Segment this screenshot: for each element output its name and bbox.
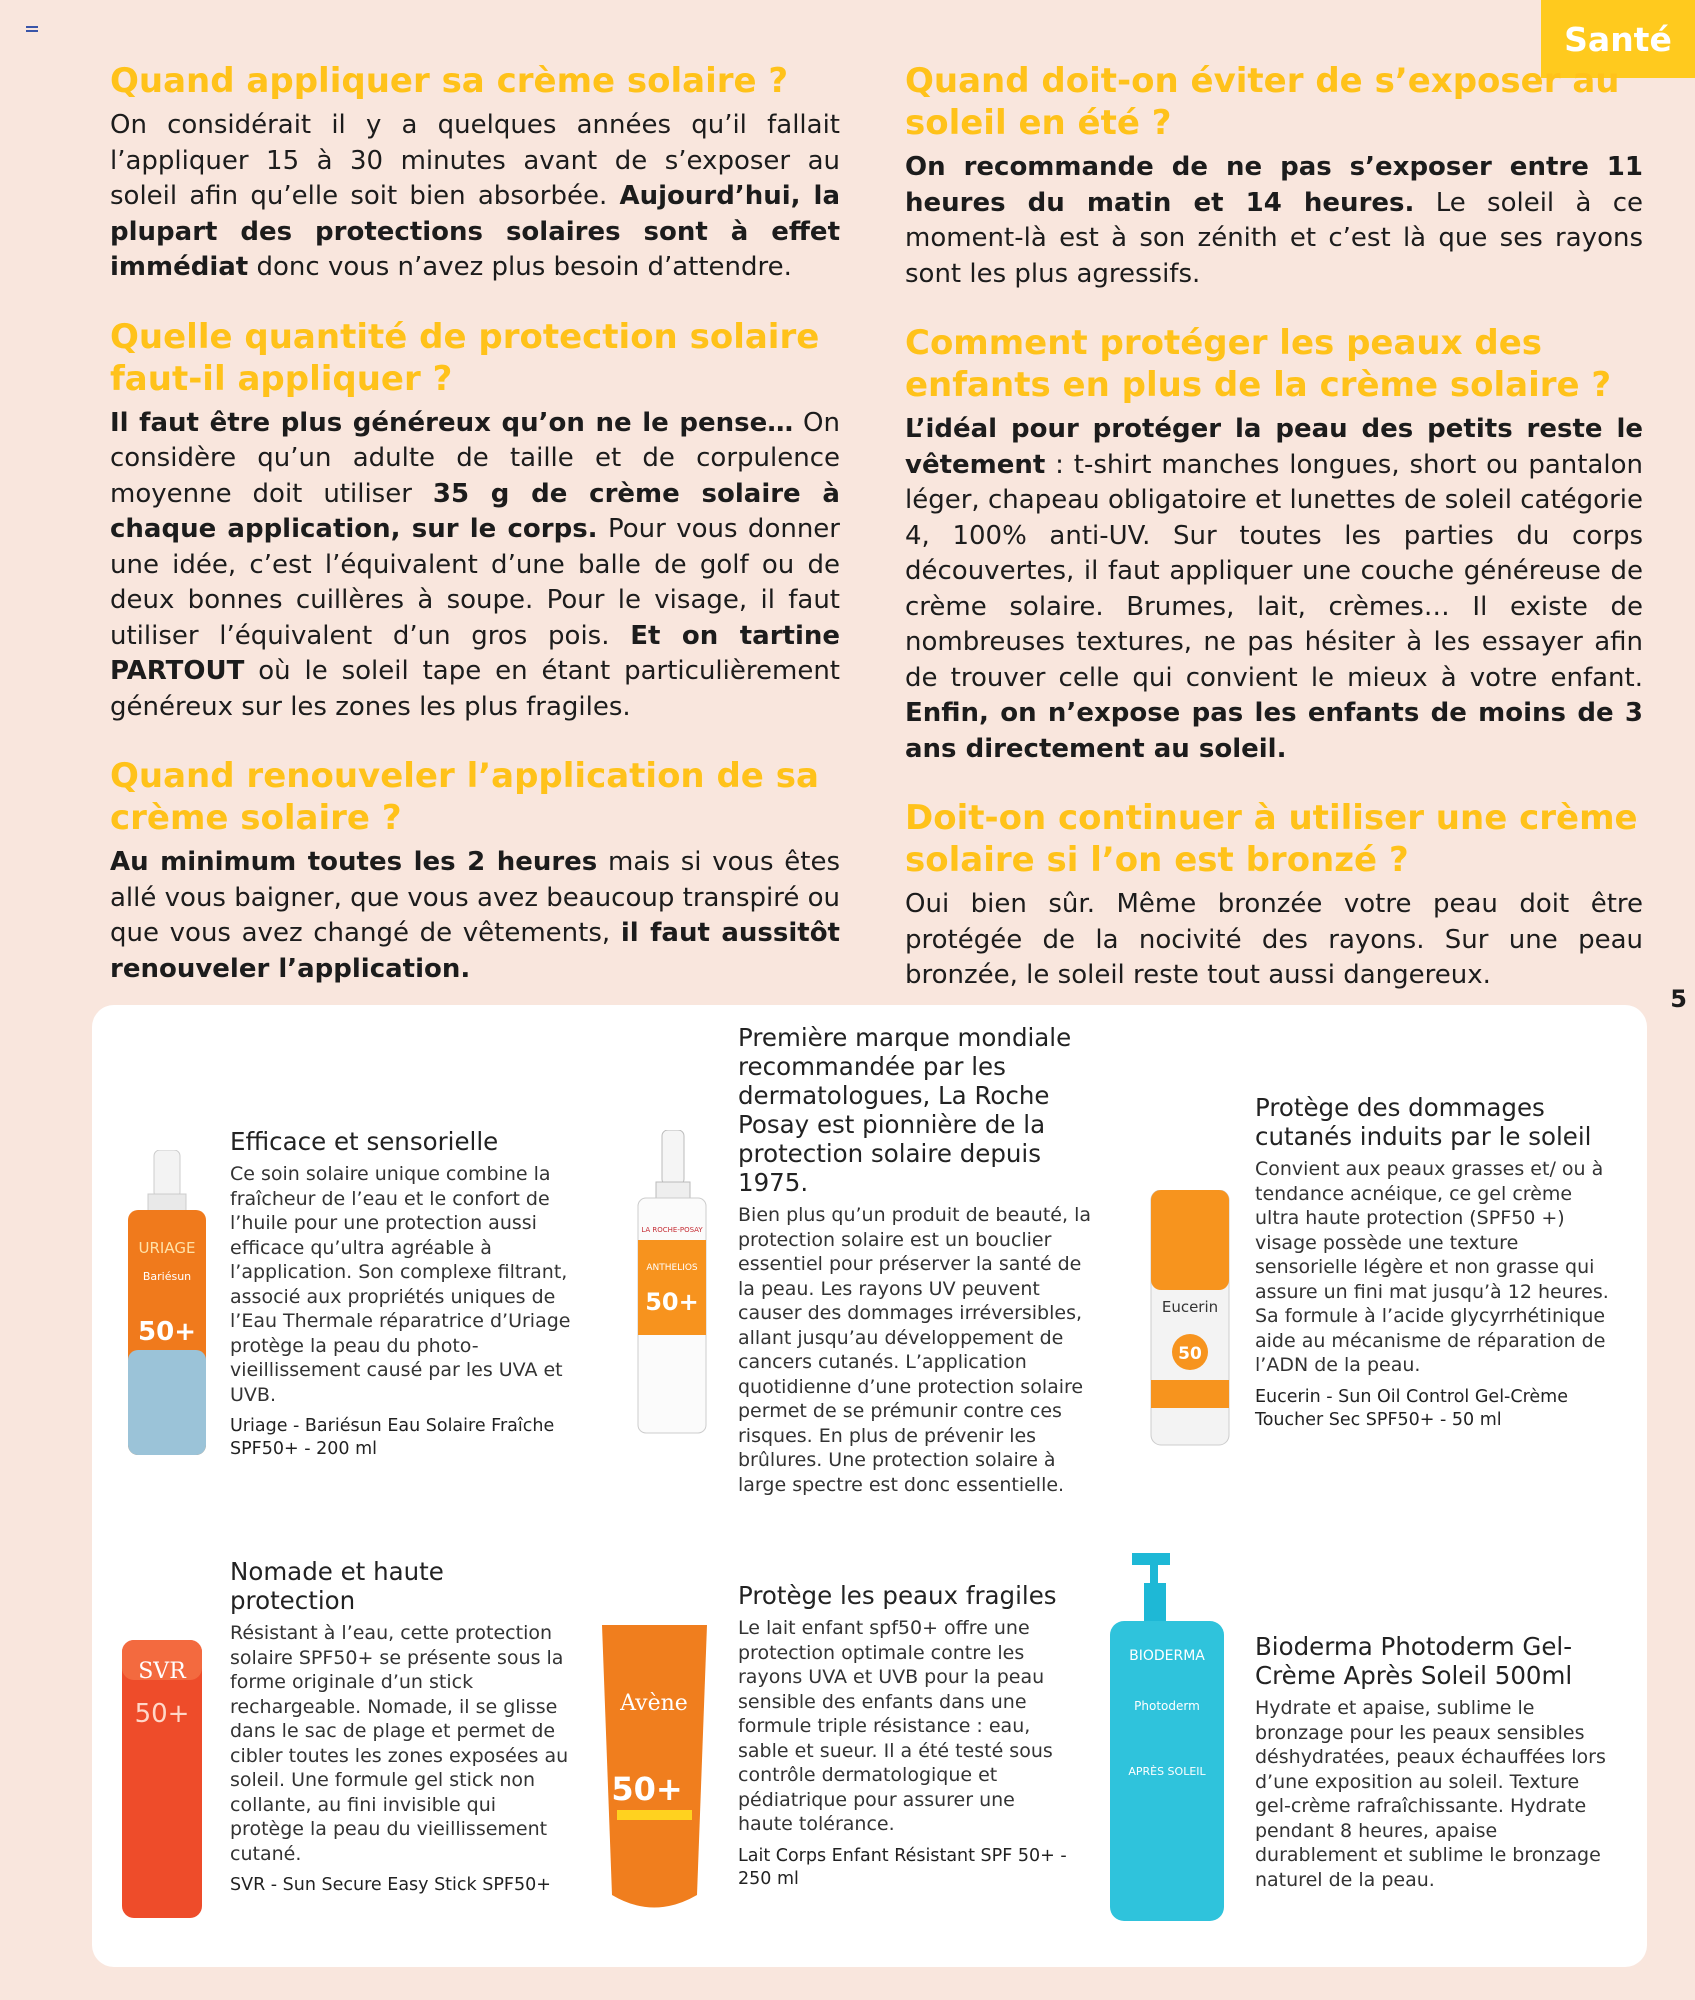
product-title: Protège des dommages cutanés induits par le soleil <box>1255 1093 1592 1151</box>
answer-segment: Oui bien sûr. Même bronzée votre peau doit être protégée de la nocivité des rayons. Sur une peau bronzée, le soleil reste tout aussi dangereux. <box>905 889 1643 990</box>
product-svr <box>230 1557 570 1897</box>
question-heading: Comment protéger les peaux des enfants en plus de la crème solaire ? <box>905 323 1612 405</box>
answer-segment: : t-shirt manches longues, short ou pantalon léger, chapeau obligatoire et lunettes de soleil catégorie 4, 100% anti-UV. Sur toutes les parties du corps découvertes, il faut appliquer une couche généreuse de crème solaire. Brumes, lait, crèmes… Il existe de nombreuses textures, ne pas hésiter à les essayer afin de trouver celle qui convient le mieux à votre enfant. <box>905 449 1643 693</box>
answer-emphasis: Aujourd’hui, la plupart des protections solaires sont à effet immédiat <box>110 181 840 282</box>
answer-emphasis: On recommande de ne pas s’exposer entre 11 heures du matin et 14 heures. <box>905 152 1643 218</box>
answer-segment: On considérait il y a quelques années qu’il fallait l’appliquer 15 à 30 minutes avant de s’exposer au soleil afin qu’elle soit bien absorbée. <box>110 110 840 211</box>
question-heading: Doit-on continuer à utiliser une crème solaire si l’on est bronzé ? <box>905 798 1638 880</box>
answer-text <box>905 887 1643 994</box>
product-description: Ce soin solaire unique combine la fraîcheur de l’eau et le confort de l’huile pour une protection aussi efficace qu’ultra agréable à l’application. Son complexe filtrant, associé aux propriétés uniques de l’Eau Thermale réparatrice d’Uriage protège la peau du photo-vieillissement causé par les UVA et UVB. <box>230 1163 571 1406</box>
product-eucerin <box>1255 1093 1615 1432</box>
svr-stick <box>117 1640 207 1925</box>
left-column <box>110 60 840 1017</box>
uriage-pack-brand: URIAGE <box>138 1239 196 1257</box>
answer-segment: mais si vous êtes allé vous baigner, que vous avez beaucoup transpiré ou que vous avez changé de vêtements, <box>110 847 840 948</box>
product-description: Hydrate et apaise, sublime le bronzage pour les peaux sensibles déshydratées, peaux échauffées lors d’une exposition au soleil. Texture gel-crème rafraîchissante. Hydrate pendant 8 heures, apaise durablement et sublime le bronzage naturel de la peau. <box>1255 1697 1606 1891</box>
product-avene <box>738 1581 1068 1891</box>
eucerin-pack-spf: 50 <box>1178 1344 1202 1364</box>
product-title: Bioderma Photoderm Gel-Crème Après Soleil 500ml <box>1255 1632 1573 1690</box>
product-title: Nomade et haute protection <box>230 1557 444 1615</box>
product-title: Protège les peaux fragiles <box>738 1581 1057 1610</box>
answer-segment: Pour vous donner une idée, c’est l’équivalent d’une balle de golf ou de deux bonnes cuillères à soupe. Pour le visage, il faut utiliser l’équivalent d’un gros pois. <box>110 514 840 651</box>
eucerin-tube <box>1147 1190 1233 1455</box>
answer-segment: Le soleil à ce moment-là est à son zénith et c’est là que ses rayons sont les plus agressifs. <box>905 187 1643 289</box>
product-bioderma <box>1255 1632 1615 1900</box>
menu-icon[interactable] <box>26 26 38 34</box>
product-description: Bien plus qu’un produit de beauté, la protection solaire est un bouclier essentiel pour préserver la santé de la peau. Les rayons UV peuvent causer des dommages irréversibles, allant jusqu’au développement de cancers cutanés. L’application quotidienne d’une protection solaire permet de se prémunir contre ces risques. En plus de prévenir les brûlures. Une protection solaire à large spectre est donc essentielle. <box>738 1204 1091 1496</box>
answer-emphasis: 35 g de crème solaire à chaque application, sur le corps. <box>110 478 840 544</box>
product-description: Le lait enfant spf50+ offre une protection optimale contre les rayons UVA et UVB pour la peau sensible des enfants dans une formule triple résistance : eau, sable et sueur. Il a été testé sous contrôle dermatologique et pédiatrique pour assurer une haute tolérance. <box>738 1617 1053 1835</box>
product-description: Convient aux peaux grasses et/ ou à tendance acnéique, ce gel crème ultra haute protection (SPF50 +) visage possède une texture sensorielle légère et non grasse qui assure un fini mat jusqu’à 12 heures. Sa formule à l’acide glycyrrhétinique aide au mécanisme de réparation de l’ADN de la peau. <box>1255 1158 1609 1376</box>
product-reference: Eucerin - Sun Oil Control Gel-Crème Toucher Sec SPF50+ - 50 ml <box>1255 1386 1568 1430</box>
product-title: Première marque mondiale recommandée par les dermatologues, La Roche Posay est pionnière de la protection solaire depuis 1975. <box>738 1023 1072 1197</box>
avene-tube <box>597 1625 712 1925</box>
section-tab: Santé <box>1541 0 1695 78</box>
bioderma-pack-sub: APRÈS SOLEIL <box>1128 1765 1206 1778</box>
answer-text <box>110 406 840 726</box>
lrp-pack-name: ANTHELIOS <box>646 1263 698 1273</box>
question-heading: Quand doit-on éviter de s’exposer au soleil en été ? <box>905 61 1620 143</box>
answer-emphasis: Enfin, on n’expose pas les enfants de moins de 3 ans directement au soleil. <box>905 698 1643 764</box>
lrp-pack-spf: 50+ <box>645 1288 699 1316</box>
product-uriage <box>230 1127 580 1461</box>
product-reference: Uriage - Bariésun Eau Solaire Fraîche SPF50+ - 200 ml <box>230 1416 555 1459</box>
avene-pack-spf: 50+ <box>611 1770 683 1808</box>
answer-text <box>110 108 840 286</box>
uriage-spray-bottle <box>122 1150 212 1460</box>
bioderma-pump-bottle <box>1102 1545 1232 1925</box>
answer-emphasis: Il faut être plus généreux qu’on ne le pense… <box>110 407 794 438</box>
product-reference: SVR - Sun Secure Easy Stick SPF50+ <box>230 1875 551 1895</box>
anthelios-spray-bottle <box>632 1130 712 1440</box>
lrp-pack-brand: LA ROCHE-POSAY <box>641 1226 703 1234</box>
product-larocheposay <box>738 1023 1098 1505</box>
product-panel <box>92 1005 1647 1967</box>
answer-segment: On considère qu’un adulte de taille et de corpulence moyenne doit utiliser <box>110 407 840 509</box>
qa-block <box>110 60 840 286</box>
qa-block <box>110 755 840 987</box>
answer-segment: donc vous n’avez plus besoin d’attendre. <box>248 252 792 282</box>
uriage-pack-name: Bariésun <box>142 1270 192 1283</box>
answer-emphasis: L’idéal pour protéger la peau des petits reste le vêtement <box>905 414 1643 480</box>
product-reference: Lait Corps Enfant Résistant SPF 50+ - 250 ml <box>738 1845 1067 1889</box>
answer-emphasis: il faut aussitôt renouveler l’application. <box>110 918 840 984</box>
qa-block <box>110 316 840 726</box>
answer-text <box>110 845 840 987</box>
eucerin-pack-brand: Eucerin <box>1161 1298 1219 1316</box>
uriage-pack-spf: 50+ <box>138 1317 196 1347</box>
answer-segment: où le soleil tape en étant particulièrement généreux sur les zones les plus fragiles. <box>110 656 840 722</box>
answer-emphasis: Au minimum toutes les 2 heures <box>110 847 598 877</box>
qa-block <box>905 322 1643 767</box>
svr-pack-brand: SVR <box>138 1659 186 1684</box>
page-number: 5 <box>1670 985 1687 1013</box>
qa-block <box>905 60 1643 292</box>
question-heading: Quelle quantité de protection solaire faut-il appliquer ? <box>110 316 820 399</box>
bioderma-pack-name: Photoderm <box>1134 1699 1200 1713</box>
bioderma-pack-brand: BIODERMA <box>1129 1648 1205 1664</box>
question-heading: Quand renouveler l’application de sa crème solaire ? <box>110 756 819 838</box>
product-description: Résistant à l’eau, cette protection solaire SPF50+ se présente sous la forme originale d’un stick rechargeable. Nomade, il se glisse dans le sac de plage et permet de cibler toutes les zones exposées au soleil. Une formule gel stick non collante, au fini invisible qui protège la peau du vieillissement cutané. <box>230 1622 569 1865</box>
avene-pack-brand: Avène <box>620 1691 688 1716</box>
right-column <box>905 60 1643 1024</box>
question-heading: Quand appliquer sa crème solaire ? <box>110 61 789 101</box>
answer-text <box>905 150 1643 292</box>
answer-text <box>905 412 1643 767</box>
qa-block <box>905 797 1643 994</box>
answer-emphasis: Et on tartine PARTOUT <box>110 620 841 686</box>
svr-pack-spf: 50+ <box>134 1699 190 1729</box>
product-title: Efficace et sensorielle <box>230 1127 499 1156</box>
